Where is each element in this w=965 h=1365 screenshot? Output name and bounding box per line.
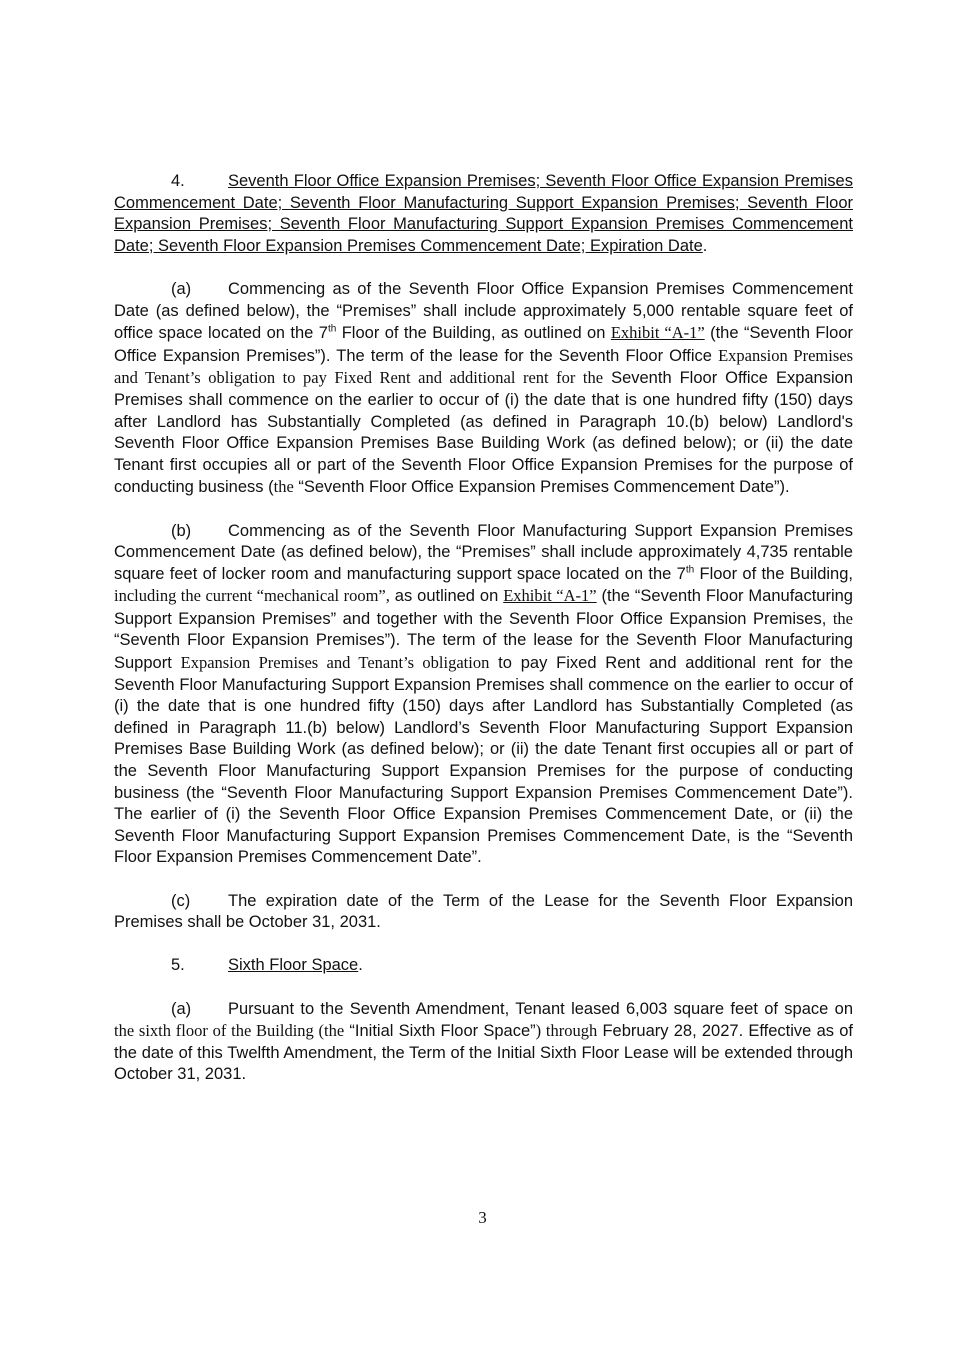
subsection-label: (b) xyxy=(171,521,192,540)
page-number: 3 xyxy=(478,1208,487,1227)
paragraph-5a xyxy=(114,999,853,1086)
paragraph-4c xyxy=(114,891,853,934)
paragraph-4a xyxy=(114,279,853,499)
text-run: Commencing as of the Seventh Floor Manufacturing Support Expansion Premises Commencement Date (as defined below), the “Premises” shall include approximately 4,735 rentable square feet of locker room and manufacturing support space located on the 7 xyxy=(114,521,853,583)
text-run: “Initial Sixth Floor Space” xyxy=(344,1022,536,1041)
text-run: Floor of the Building, xyxy=(694,564,853,583)
subsection-label: (a) xyxy=(171,999,192,1018)
text-run: Pursuant to the Seventh Amendment, Tenant leased 6,003 square feet of space on xyxy=(228,999,853,1018)
paragraph-4b xyxy=(114,521,853,870)
text-run: February 28, 2027. Effective as of the date of this Twelfth Amendment, the Term of the Initial Sixth Floor Lease will be extended through October 31, 2031. xyxy=(114,1022,853,1084)
heading-period: . xyxy=(702,236,708,255)
text-run: Expansion Premises and Tenant’s obligation xyxy=(180,653,490,673)
text-run: The expiration date of the Term of the Lease for the Seventh Floor Expansion Premises shall be October 31, 2031. xyxy=(114,891,853,932)
superscript: th xyxy=(327,323,337,335)
text-run: “Seventh Floor Expansion Premises”). The term of the lease for the Seventh Floor Manufacturing Support xyxy=(114,631,853,673)
text-run: (the “Seventh Floor Office Expansion Premises”). The term of the lease for the Seventh Floor Office xyxy=(114,324,854,365)
text-run: as outlined on xyxy=(389,587,504,606)
document-page xyxy=(114,171,853,1108)
text-run: Seventh Floor Office Expansion Premises shall commence on the earlier to occur of (i) the date that is one hundred fifty (150) days after Landlord has Substantially Completed (as defined in Paragraph 10.(b) below) Landlord's Seventh Floor Office Expansion Premises Base Building Work (as defined below); or (ii) the date Tenant first occupies all or part of the Seventh Floor Office Expansion Premises for the purpose of conducting business ( xyxy=(114,369,853,497)
text-run: the sixth floor of the Building (the xyxy=(114,1021,345,1041)
text-run: including the current “mechanical room”, xyxy=(114,586,390,606)
heading-period: . xyxy=(358,956,363,975)
text-run: (the “Seventh Floor Manufacturing Support Expansion Premises” and together with the Seventh Floor Office Expansion Premises, xyxy=(114,587,853,628)
text-run: “Seventh Floor Office Expansion Premises Commencement Date”). xyxy=(293,478,790,497)
text-run: Expansion Premises and Tenant’s obligation to pay Fixed Rent and additional rent for the xyxy=(114,345,853,388)
section-heading: Sixth Floor Space xyxy=(228,956,359,975)
section-heading: Seventh Floor Office Expansion Premises; Seventh Floor Office Expansion Premises Commencement Date; Seventh Floor Manufacturing Support Expansion Premises; Seventh Floor Expansion Premises; Seventh Floor Manufacturing Support Expansion Premises Commencement Date; Seventh Floor Expansion Premises Commencement Date; Expiration Date xyxy=(114,172,853,255)
superscript: th xyxy=(685,564,695,576)
section-5-heading xyxy=(114,955,853,977)
exhibit-reference: Exhibit “A-1” xyxy=(610,323,705,343)
subsection-label: (c) xyxy=(171,891,191,910)
text-run: Commencing as of the Seventh Floor Office Expansion Premises Commencement Date (as defined below), the “Premises” shall include approximately 5,000 rentable square feet of office space located on the 7 xyxy=(114,279,853,343)
text-run: Floor of the Building, as outlined on xyxy=(336,324,611,343)
subsection-label: (a) xyxy=(171,279,192,298)
text-run: ) through xyxy=(535,1021,598,1041)
text-run: the xyxy=(273,477,294,497)
section-4-heading xyxy=(114,171,853,257)
exhibit-reference: Exhibit “A-1” xyxy=(503,586,597,606)
section-number: 5. xyxy=(171,956,185,975)
text-run: to pay Fixed Rent and additional rent for the Seventh Floor Manufacturing Support Expansion Premises shall commence on the earlier to occur of (i) the date that is one hundred fifty (150) days after Landlord has Substantially Completed (as defined in Paragraph 11.(b) below) Landlord’s Seventh Floor Manufacturing Support Expansion Premises Base Building Work (as defined below); or (ii) the date Tenant first occupies all or part of the Seventh Floor Manufacturing Support Expansion Premises for the purpose of conducting business (the “Seventh Floor Manufacturing Support Expansion Premises Commencement Date”). The earlier of (i) the Seventh Floor Office Expansion Premises Commencement Date, or (ii) the Seventh Floor Manufacturing Support Expansion Premises Commencement Date, is the “Seventh Floor Expansion Premises Commencement Date”. xyxy=(114,654,854,867)
section-number: 4. xyxy=(171,172,185,190)
text-run: the xyxy=(832,608,853,628)
